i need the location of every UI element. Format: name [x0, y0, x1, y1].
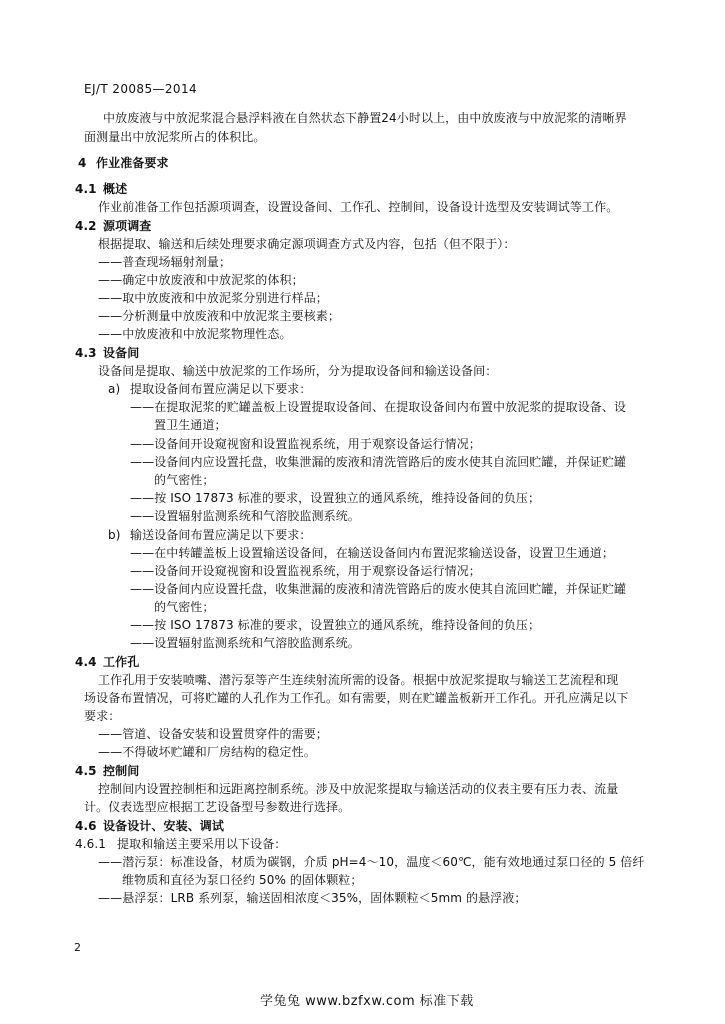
- section-4-number: 4: [78, 156, 87, 170]
- list-item: ——管道、设备安装和设置贯穿件的需要；: [98, 727, 328, 741]
- list-item-continuation: 置卫生通道；: [154, 418, 227, 432]
- list-item: ——取中放废液和中放泥浆分别进行样品；: [98, 291, 328, 305]
- section-4-1-body: 作业前准备工作包括源项调查，设置设备间、工作孔、控制间，设备设计选型及安装调试等工作。: [98, 200, 619, 214]
- section-4-5-title: 控制间: [103, 764, 140, 778]
- section-4-5-body-line: 计。仪表选型应根据工艺设备型号参数进行选择。: [84, 800, 351, 814]
- section-4-6-1-number: 4.6.1: [75, 837, 107, 851]
- section-4-4-body-line: 工作孔用于安装喷嘴、潜污泵等产生连续射流所需的设备。根据中放泥浆提取与输送工艺流程和现: [98, 673, 619, 687]
- section-4-2-number: 4.2: [75, 219, 97, 233]
- section-4-5-number: 4.5: [75, 764, 97, 778]
- page-number: 2: [74, 941, 82, 954]
- list-item: ——潜污泵：标准设备，材质为碳钢，介质 pH=4～10，温度＜60℃，能有效地通过泵口径的 5 倍纤: [98, 855, 645, 869]
- section-4-4-number: 4.4: [75, 655, 97, 669]
- list-item: ——按 ISO 17873 标准的要求，设置独立的通风系统，维持设备间的负压；: [130, 491, 541, 505]
- list-item: ——普查现场辐射剂量；: [98, 255, 232, 269]
- intro-line-2: 面测量出中放泥浆所占的体积比。: [84, 130, 266, 144]
- item-a-label: a): [108, 382, 121, 396]
- list-item: ——设置辐射监测系统和气溶胶监测系统。: [130, 509, 360, 523]
- intro-line-1: 中放废液与中放泥浆混合悬浮料液在自然状态下静置24小时以上，由中放废液与中放泥浆的清晰界: [103, 111, 627, 125]
- section-4-5-body-line: 控制间内设置控制柜和远距离控制系统。涉及中放泥浆提取与输送活动的仪表主要有压力表、流量: [98, 782, 619, 796]
- item-a-text: 提取设备间布置应满足以下要求：: [130, 382, 312, 396]
- section-4-4-title: 工作孔: [103, 655, 140, 669]
- doc-code-header: EJ/T 20085—2014: [84, 82, 198, 96]
- section-4-6-1-title: 提取和输送主要采用以下设备：: [117, 837, 287, 851]
- list-item: ——悬浮泵：LRB 系列泵，输送固相浓度＜35%，固体颗粒＜5mm 的悬浮液；: [98, 891, 527, 905]
- section-4-4-body-line: 要求：: [84, 709, 121, 723]
- list-item-continuation: 的气密性；: [154, 600, 215, 614]
- list-item: ——分析测量中放废液和中放泥浆主要核素；: [98, 309, 341, 323]
- section-4-2-body: 根据提取、输送和后续处理要求确定源项调查方式及内容，包括（但不限于）：: [98, 237, 516, 251]
- list-item-continuation: 的气密性；: [154, 473, 215, 487]
- list-item: ——不得破坏贮罐和厂房结构的稳定性。: [98, 745, 316, 759]
- section-4-1-number: 4.1: [75, 182, 97, 196]
- list-item: ——设备间内应设置托盘，收集泄漏的废液和清洗管路后的废水使其自流回贮罐，并保证贮罐: [130, 582, 627, 596]
- section-4-3-title: 设备间: [103, 346, 140, 360]
- section-4-6-title: 设备设计、安装、调试: [103, 819, 225, 833]
- section-4-title: 作业准备要求: [96, 156, 169, 170]
- list-item: ——在中转罐盖板上设置输送设备间，在输送设备间内布置泥浆输送设备，设置卫生通道；: [130, 546, 615, 560]
- list-item: ——设备间开设窥视窗和设置监视系统，用于观察设备运行情况；: [130, 437, 481, 451]
- item-b-label: b): [108, 528, 121, 542]
- list-item: ——设备间内应设置托盘，收集泄漏的废液和清洗管路后的废水使其自流回贮罐，并保证贮罐: [130, 455, 627, 469]
- list-item: ——中放废液和中放泥浆物理性态。: [98, 327, 292, 341]
- list-item-continuation: 维物质和直径为泵口径约 50% 的固体颗粒；: [122, 873, 363, 887]
- section-4-2-title: 源项调查: [103, 219, 152, 233]
- section-4-3-body: 设备间是提取、输送中放泥浆的工作场所，分为提取设备间和输送设备间：: [98, 364, 498, 378]
- list-item: ——确定中放废液和中放泥浆的体积；: [98, 273, 304, 287]
- item-b-text: 输送设备间布置应满足以下要求：: [130, 528, 312, 542]
- list-item: ——按 ISO 17873 标准的要求，设置独立的通风系统，维持设备间的负压；: [130, 618, 541, 632]
- section-4-3-number: 4.3: [75, 346, 97, 360]
- list-item: ——设备间开设窥视窗和设置监视系统，用于观察设备运行情况；: [130, 564, 481, 578]
- list-item: ——设置辐射监测系统和气溶胶监测系统。: [130, 636, 360, 650]
- footer-watermark: 学兔兔 www.bzfxw.com 标准下载: [260, 994, 474, 1009]
- section-4-1-title: 概述: [103, 182, 128, 196]
- section-4-4-body-line: 场设备布置情况，可将贮罐的人孔作为工作孔。如有需要，则在贮罐盖板新开工作孔。开孔应满足以下: [84, 691, 629, 705]
- list-item: ——在提取泥浆的贮罐盖板上设置提取设备间、在提取设备间内布置中放泥浆的提取设备、设: [130, 400, 627, 414]
- section-4-6-number: 4.6: [75, 819, 97, 833]
